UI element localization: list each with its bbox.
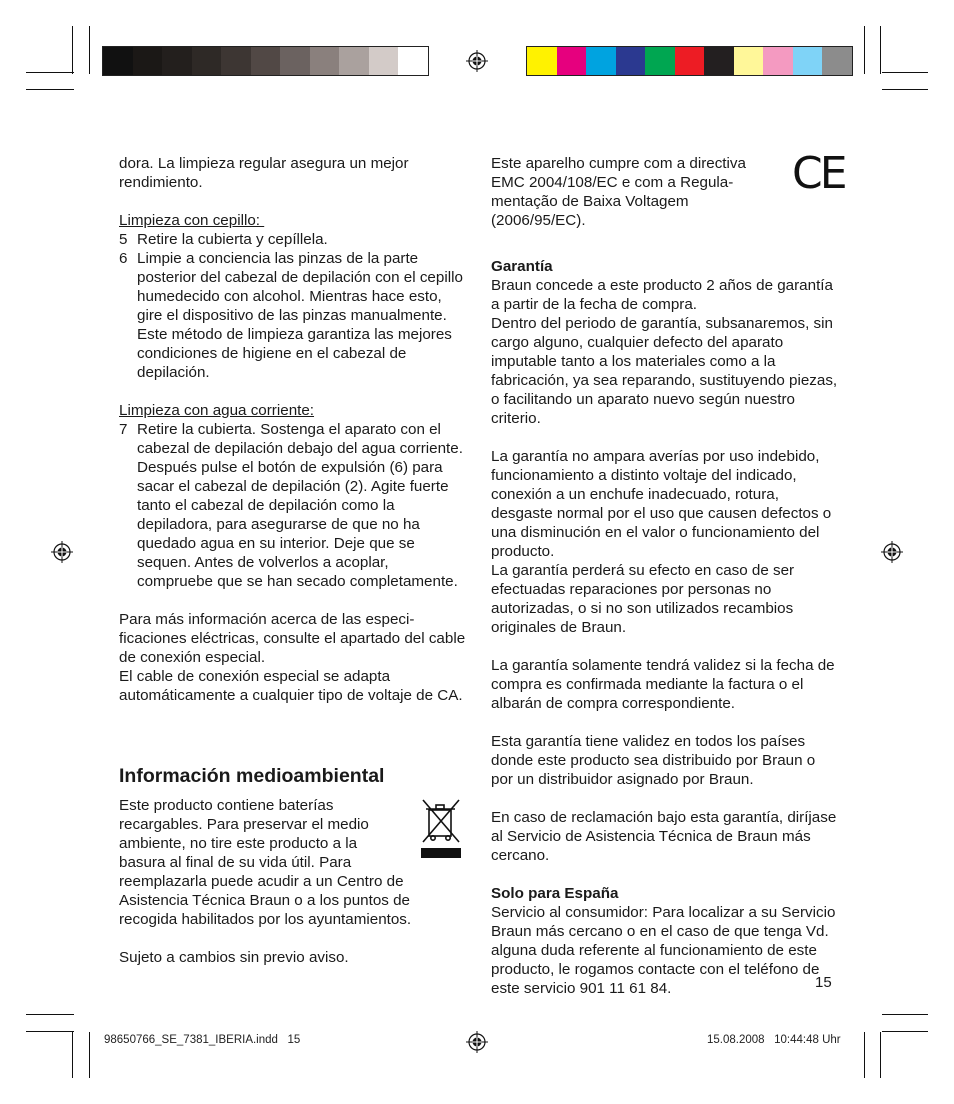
process-swatch: [586, 47, 616, 75]
crop-mark: [864, 1032, 865, 1078]
warranty-paragraph: La garantía solamente tendrá validez si la fecha de compra es confirmada mediante la factura o el albarán de compra correspondiente.: [491, 657, 835, 712]
list-item: [119, 249, 467, 382]
process-swatch: [527, 47, 557, 75]
ce-mark-icon: CE: [792, 148, 845, 199]
list-item: [119, 420, 467, 591]
crop-mark: [72, 26, 73, 74]
crop-mark: [26, 72, 74, 73]
footer-timestamp: 15.08.2008 10:44:48 Uhr: [707, 1034, 841, 1046]
ce-compliance-text: Este aparelho cumpre com a directiva EMC 2004/108/EC e com a Regula-mentação de Baixa Voltagem (2006/95/EC).: [491, 155, 746, 229]
process-swatch: [763, 47, 793, 75]
process-swatch: [822, 47, 852, 75]
gray-swatch: [192, 47, 222, 75]
step-number: 6: [119, 250, 128, 267]
crop-mark: [882, 1014, 928, 1015]
grayscale-color-bar: [102, 46, 429, 76]
warranty-paragraph: En caso de reclamación bajo esta garantía, diríjase al Servicio de Asistencia Técnica de Braun más cercano.: [491, 809, 837, 864]
process-swatch: [675, 47, 705, 75]
registration-mark-icon: [881, 541, 903, 563]
gray-swatch: [398, 47, 428, 75]
warranty-paragraph: Esta garantía tiene validez en todos los países donde este producto sea distribuido por Braun o por un distribuidor asignado por Braun.: [491, 733, 816, 788]
left-column: [119, 154, 467, 705]
list-item: [119, 230, 467, 249]
step-text: Retire la cubierta y cepíllela.: [137, 231, 328, 248]
spain-heading: Solo para España: [491, 885, 619, 902]
gray-swatch: [103, 47, 133, 75]
footer-filename: 98650766_SE_7381_IBERIA.indd 15: [104, 1034, 301, 1046]
crop-mark: [882, 72, 928, 73]
environment-heading: Información medioambiental: [119, 765, 385, 787]
change-notice: Sujeto a cambios sin previo aviso.: [119, 949, 349, 966]
crop-mark: [26, 1031, 74, 1032]
crop-mark: [882, 89, 928, 90]
gray-swatch: [339, 47, 369, 75]
process-swatch: [793, 47, 823, 75]
gray-swatch: [133, 47, 163, 75]
crop-mark: [882, 1031, 928, 1032]
gray-swatch: [280, 47, 310, 75]
water-cleaning-heading: Limpieza con agua corriente:: [119, 402, 315, 419]
crop-mark: [89, 1032, 90, 1078]
gray-swatch: [310, 47, 340, 75]
crop-mark: [880, 1032, 881, 1078]
step-text: Limpie a conciencia las pinzas de la parte posterior del cabezal de depilación con el cepillo humedecido con alcohol. Mientras hace esto, gire el dispositivo de las pinzas manualmente. Este método de limpieza garantiza las mejores condiciones de higiene en el cabezal de depilación.: [137, 250, 463, 381]
crop-mark: [864, 26, 865, 74]
warranty-paragraph: Braun concede a este producto 2 años de garantía a partir de la fecha de compra.: [491, 277, 833, 313]
crop-mark: [72, 1032, 73, 1078]
step-number: 7: [119, 421, 128, 438]
process-swatch: [616, 47, 646, 75]
step-number: 5: [119, 231, 128, 248]
cable-info-paragraph: El cable de conexión especial se adapta automáticamente a cualquier tipo de voltaje de CA.: [119, 668, 463, 704]
registration-mark-icon: [466, 50, 488, 72]
gray-swatch: [369, 47, 399, 75]
warranty-paragraph: La garantía perderá su efecto en caso de ser efectuadas reparaciones por personas no autorizadas, o si no son utilizados recambios originales de Braun.: [491, 562, 795, 636]
gray-swatch: [162, 47, 192, 75]
electrical-info-paragraph: Para más información acerca de las especi-ficaciones eléctricas, consulte el apartado del cable de conexión especial.: [119, 611, 466, 666]
gray-swatch: [221, 47, 251, 75]
intro-paragraph: dora. La limpieza regular asegura un mejor rendimiento.: [119, 155, 409, 191]
environment-text-block: [119, 796, 467, 967]
environment-paragraph: [119, 796, 404, 872]
crossed-out-bin-icon: [419, 798, 463, 860]
process-swatch: [645, 47, 675, 75]
warranty-heading: Garantía: [491, 258, 553, 275]
brush-cleaning-heading: Limpieza con cepillo:: [119, 212, 265, 229]
process-swatch: [734, 47, 764, 75]
right-column: [491, 154, 841, 998]
environment-paragraph-cont: reemplazarla puede acudir a un Centro de Asistencia Técnica Braun o a los puntos de recogida habilitados por los ayuntamientos.: [119, 873, 412, 928]
spain-service-text: Servicio al consumidor: Para localizar a su Servicio Braun más cercano o en el caso de que tenga Vd. alguna duda referente al funcionamiento de este producto, le rogamos contacte con el teléfono de este servicio 901 11 61 84.: [491, 904, 836, 997]
process-color-bar: [526, 46, 853, 76]
environment-text-a: Este producto contiene baterías recargables. Para preservar el medio ambiente, no tire este producto a la basura al final de su vida útil. Para: [119, 797, 369, 871]
gray-swatch: [251, 47, 281, 75]
registration-mark-icon: [51, 541, 73, 563]
step-text: Retire la cubierta. Sostenga el aparato con el cabezal de depilación debajo del agua corriente. Después pulse el botón de expulsión (6) para sacar el cabezal de depilación (2). Agite fuerte tanto el cabezal de depilación como la depiladora, para asegurarse de que no ha quedado agua en su interior. Deje que se sequen. Antes de volverlos a acoplar, compruebe que se han secado completamente.: [137, 421, 463, 590]
crop-mark: [26, 89, 74, 90]
crop-mark: [880, 26, 881, 74]
page-number: 15: [815, 974, 832, 991]
process-swatch: [557, 47, 587, 75]
process-swatch: [704, 47, 734, 75]
crop-mark: [26, 1014, 74, 1015]
warranty-paragraph: Dentro del periodo de garantía, subsanaremos, sin cargo alguno, cualquier defecto del aparato imputable tanto a los materiales como a la fabricación, ya sea reparando, sustituyendo piezas, o facilitando un aparato nuevo según nuestro criterio.: [491, 315, 838, 427]
warranty-paragraph: La garantía no ampara averías por uso indebido, funcionamiento a distinto voltaje del indicado, conexión a un enchufe inadecuado, rotura, desgaste normal por el uso que causen defectos o una disminución en el valor o funcionamiento del producto.: [491, 448, 832, 560]
crop-mark: [89, 26, 90, 74]
registration-mark-icon: [466, 1031, 488, 1053]
